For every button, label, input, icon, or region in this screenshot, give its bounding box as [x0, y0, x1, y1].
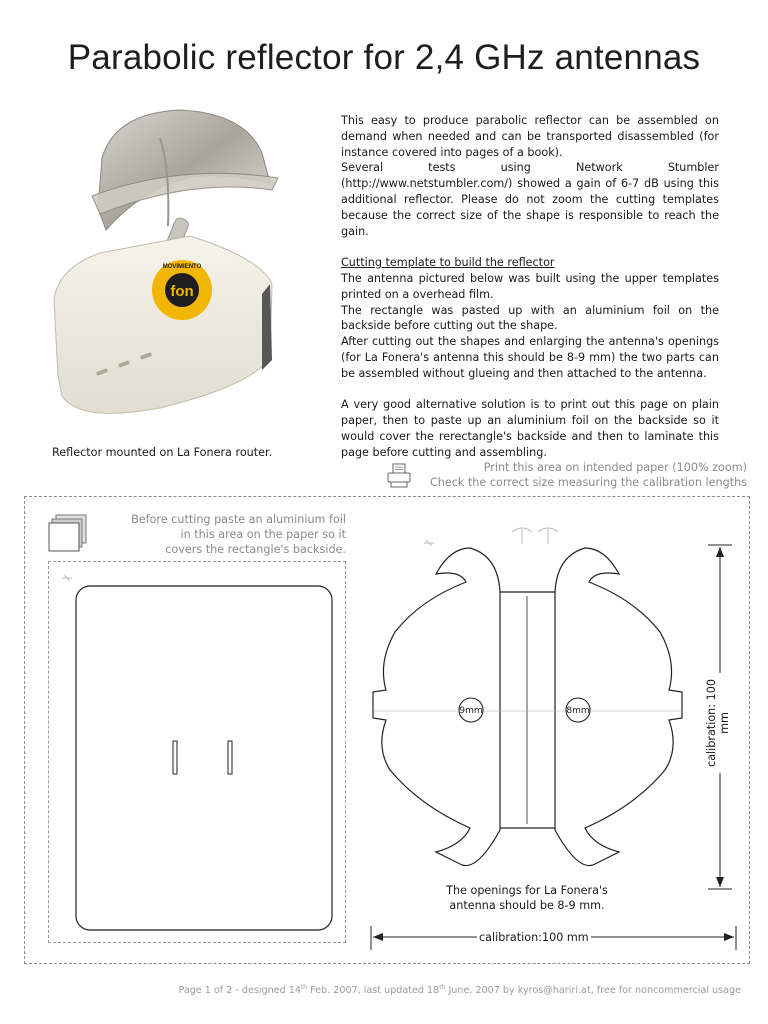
rectangle-slot: [173, 741, 177, 774]
foil-instruction-line: covers the rectangle's backside.: [165, 543, 346, 556]
section-heading: Cutting template to build the reflector: [341, 256, 555, 270]
openings-note-line: The openings for La Fonera's: [446, 884, 608, 897]
fon-logo-ring-text: MOVIMIENTO: [162, 264, 202, 270]
intro-paragraph: The rectangle was pasted up with an aluminium foil on the backside before cutting out the shape.: [341, 303, 719, 333]
foil-instruction-line: Before cutting paste an aluminium foil: [131, 513, 346, 526]
hole-right-label: 8mm: [566, 706, 590, 716]
intro-paragraph: A very good alternative solution is to print out this page on plain paper, then to paste up an aluminium foil on the backside so it would cover the rerectangle's backside and then to laminate this page before cutting and assembling.: [341, 398, 719, 459]
foil-instruction-line: in this area on the paper so it: [180, 528, 346, 541]
photo-caption: Reflector mounted on La Fonera router.: [52, 446, 273, 459]
footer-text: Page 1 of 2 - designed 14: [178, 985, 301, 997]
bend-arrow-icon: [538, 528, 558, 544]
footer-sup: th: [439, 984, 446, 991]
fon-logo-text: fon: [170, 283, 194, 300]
calibration-horizontal-label: calibration:100 mm: [479, 931, 589, 944]
footer-sup: th: [300, 984, 308, 991]
page-title: Parabolic reflector for 2,4 GHz antennas: [67, 38, 701, 77]
calibration-vertical-label: calibration: 100 mm: [705, 673, 731, 773]
rectangle-slot: [228, 741, 232, 774]
calibration-instruction: Check the correct size measuring the calibration lengths: [429, 476, 747, 489]
scissors-icon: [62, 575, 72, 581]
footer-text: Feb. 2007, last updated 18: [307, 985, 440, 997]
intro-paragraph: Several tests using Network Stumbler (http://www.netstumbler.com/) showed a gain of 6-7 dB using this additional reflector. Please do not zoom the cutting templates because the correct size of the shape is responsible to reach the gain.: [341, 161, 719, 238]
hole-left-label: 9mm: [459, 706, 483, 716]
openings-note-line: antenna should be 8-9 mm.: [449, 898, 605, 912]
intro-paragraph: The antenna pictured below was built using the upper templates printed on a overhead film.: [341, 271, 719, 301]
intro-paragraph: This easy to produce parabolic reflector can be assembled on demand when needed and can be transported disassembled (for instance covered into pages of a book).: [341, 114, 719, 159]
rectangle-template: [76, 586, 332, 930]
footer-text: June, 2007 by kyros@hariri.at, free for noncommercial usage: [445, 985, 741, 997]
print-instruction: Print this area on intended paper (100% zoom): [483, 461, 747, 474]
openings-note: [420, 884, 634, 913]
page-footer: [0, 984, 741, 996]
intro-paragraph: After cutting out the shapes and enlarging the antenna's openings (for La Fonera's antenna this should be 8-9 mm) the two parts can be assembled without glueing and then attached to the antenna.: [341, 335, 719, 380]
bend-arrow-icon: [512, 528, 532, 544]
scissors-icon: [424, 540, 434, 546]
